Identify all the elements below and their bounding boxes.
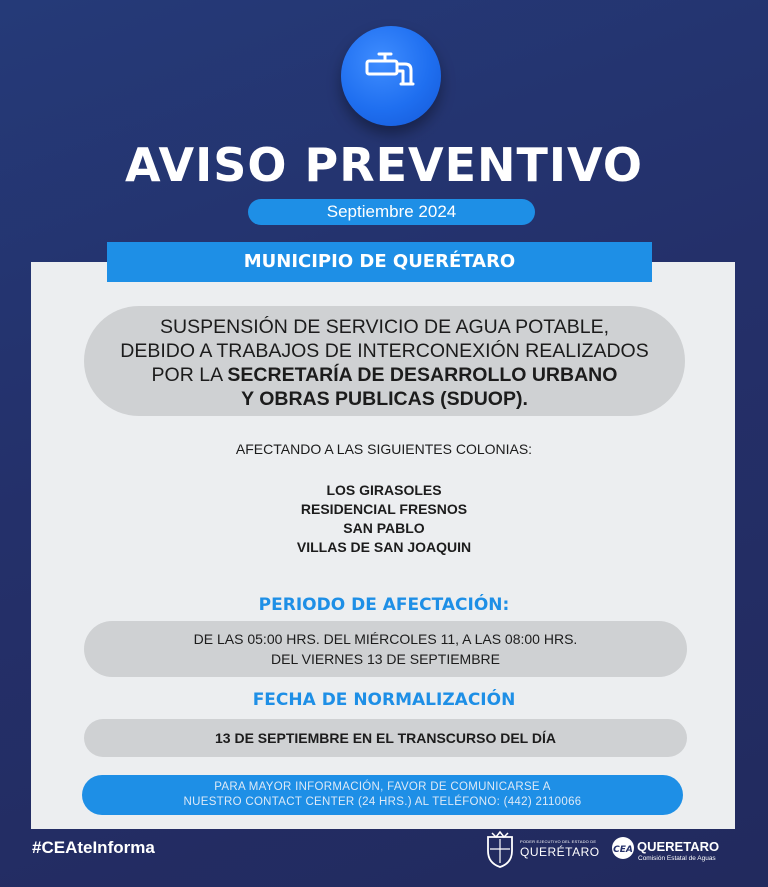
cea-logo-subtitle: Comisión Estatal de Aguas <box>638 855 716 862</box>
water-faucet-icon <box>361 46 421 106</box>
colonia-item: RESIDENCIAL FRESNOS <box>300 501 468 517</box>
normalization-heading: FECHA DE NORMALIZACIÓN <box>252 690 516 710</box>
date-badge: Septiembre 2024 <box>248 199 535 225</box>
colonia-item: VILLAS DE SAN JOAQUIN <box>296 539 472 555</box>
coat-of-arms-icon <box>484 829 516 869</box>
notice-line-2: DEBIDO A TRABAJOS DE INTERCONEXIÓN REALIZADOS <box>120 340 649 362</box>
notice-line-1: SUSPENSIÓN DE SERVICIO DE AGUA POTABLE, <box>160 316 609 338</box>
queretaro-government-logo <box>484 829 600 869</box>
government-logo-text: QUERÉTARO <box>520 845 600 859</box>
colonia-item: SAN PABLO <box>343 520 425 536</box>
contact-banner <box>82 775 683 815</box>
period-line-2: DEL VIERNES 13 DE SEPTIEMBRE <box>271 651 500 667</box>
affected-label: AFECTANDO A LAS SIGUIENTES COLONIAS: <box>235 441 533 457</box>
cea-logo <box>611 833 721 867</box>
hashtag: #CEAteInforma <box>32 838 155 857</box>
period-heading: PERIODO DE AFECTACIÓN: <box>258 595 510 615</box>
cea-mark-icon <box>611 836 635 860</box>
cea-logo-text: QUERETARO <box>637 839 720 854</box>
svg-text:CEA: CEA <box>613 845 633 855</box>
contact-line-1: PARA MAYOR INFORMACIÓN, FAVOR DE COMUNICARSE A <box>214 781 551 793</box>
faucet-badge <box>341 26 441 126</box>
period-line-1: DE LAS 05:00 HRS. DEL MIÉRCOLES 11, A LAS 08:00 HRS. <box>193 631 578 647</box>
notice-line-3-bold: SECRETARÍA DE DESARROLLO URBANO <box>227 364 618 386</box>
notice-message <box>84 306 685 416</box>
colonia-item: LOS GIRASOLES <box>326 482 442 498</box>
normalization-box: 13 DE SEPTIEMBRE EN EL TRANSCURSO DEL DÍA <box>84 719 687 757</box>
notice-line-4: Y OBRAS PUBLICAS (SDUOP). <box>241 388 528 410</box>
notice-line-3-prefix: POR LA <box>151 364 228 386</box>
colonias-list <box>0 481 768 557</box>
page-title: AVISO PREVENTIVO <box>125 138 643 192</box>
notice-line-3 <box>84 363 685 387</box>
government-logo-small-text: PODER EJECUTIVO DEL ESTADO DE <box>520 839 597 844</box>
contact-line-2: NUESTRO CONTACT CENTER (24 HRS.) AL TELÉFONO: (442) 2110066 <box>183 796 582 808</box>
municipality-banner: MUNICIPIO DE QUERÉTARO <box>107 242 652 282</box>
period-box <box>84 621 687 677</box>
